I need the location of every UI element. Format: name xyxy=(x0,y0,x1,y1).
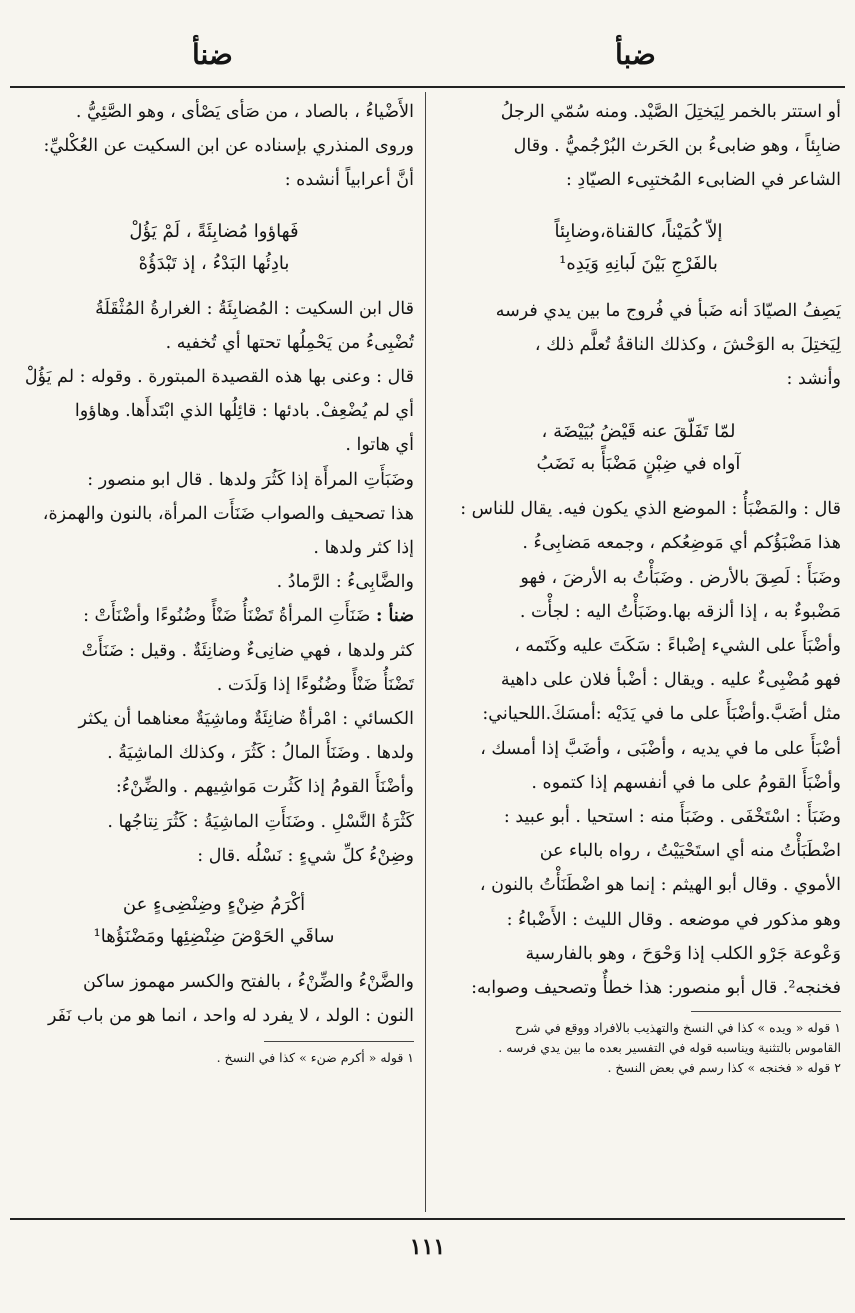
footnote: ١ قوله « أكرم ضنء » كذا في النسخ . xyxy=(216,1050,414,1066)
entry-paragraph: والضَّنْءُ والضِّنْءُ ، بالفتح والكسر مهموز ساكن النون : الولد ، لا يفرد له واحد ، انما هو من باب نَفَر xyxy=(47,972,414,1027)
entry-paragraph: الكسائي : امْرأةٌ ضانِئَةٌ وماشِيَةٌ معناهما أن يكثر ولدها . وضَنَأَ المالُ : كَثُرَ ، وكذلك الماشِيَةُ . وأضْنَأَ القومُ إذا كَثُرت مَواشِيهم . والضِّنْءُ: كَثْرَةُ النَّسْلِ . وضَنَأَتِ الماشِيَةُ : كَثُرَ نِتاجُها . وضِنْءُ كلِّ شيءٍ : نَسْلُه .قال : xyxy=(78,709,414,866)
header-rule xyxy=(10,86,845,88)
entry-paragraph: وأضْبَأَ على الشيء إضْباءً : سَكَتَ عليه وكَتَمه ، فهو مُضْبِىءٌ عليه . ويقال : أضْبأ فلان على داهية مثل أضَبَّ.وأضْبَأَ على ما في يَدَيْه :أمسَكَ.اللحياني: أضْبَأَ على ما في يديه ، وأضْبَى ، وأضَبَّ إذا أمسك ، وأضْبَأَ القومُ على ما في أنفسهم إذا كتموه . xyxy=(480,636,841,793)
footnote-rule xyxy=(691,1011,841,1012)
footer-rule xyxy=(10,1218,845,1220)
verse: فَهاؤوا مُضابِئَةً ، لَمْ يَؤُلْ بادِئُها البَدْءُ ، إذ تَبْدَؤُهْ xyxy=(129,220,299,274)
entry-paragraph: قال : والمَضْبَأُ : الموضع الذي يكون فيه. يقال للناس : هذا مَضْبَؤُكم أي مَوضِعُكم ، وجمعه مَضابِىءُ . xyxy=(460,499,841,554)
left-column xyxy=(14,95,414,1068)
verse: أكْرَمُ ضِنْءٍ وضِنْضِىءٍ عن ساقَي الحَوْضَ ضِنْضِئِها ومَضْنَؤُها¹ xyxy=(93,894,335,948)
entry-text: ضَنَأَتِ المرأةُ تَضْنَأُ ضَنْأً وضُنُوءًا وأضْنَأَتْ : كثر ولدها ، فهي ضانِىءٌ وضانِئَةٌ . وقيل : ضَنَأَتْ تَضْنَأُ ضَنْأً وضُنُوءًا إذا وَلَدَت . xyxy=(81,606,414,695)
entry-paragraph: الأَضْياءُ ، بالصاد ، من صَأى يَصْأى ، وهو الصَّئِيُّ . وروى المنذري بإسناده عن ابن السكيت عن العُكْليِّ: أنَّ أعرابياً أنشده : xyxy=(43,102,414,191)
entry-paragraph: والضَّابِىءُ : الرَّمادُ . xyxy=(276,572,414,593)
footnote: ٢ قوله « فخنجه » كذا رسم في بعض النسخ . xyxy=(607,1060,841,1076)
entry-paragraph: وضَبَأَ : لَصِقَ بالأرض . وضَبَأْتُ به الأرضَ ، فهو مَضْبوءٌ به ، إذا ألزقه بها.وضَبَأْتُ اليه : لجأْت . xyxy=(519,567,841,622)
footnote: ١ قوله « ويده » كذا في النسخ والتهذيب بالافراد ووقع في شرح القاموس بالتثنية ويناسبه قوله في التفسير بعده ما بين يدي فرسه . xyxy=(498,1020,841,1056)
column-divider xyxy=(425,92,426,1212)
entry-paragraph: وضَبَأَتِ المرأَة إذا كَثُرَ ولدها . قال ابو منصور : هذا تصحيف والصواب ضَنَأَت المرأة، بالنون والهمزة، إذا كثر ولدها . xyxy=(42,469,414,559)
left-headword: ضنأ xyxy=(192,38,233,71)
footnote-rule xyxy=(264,1041,414,1042)
page-number: ١١١ xyxy=(409,1234,446,1260)
right-column xyxy=(436,95,841,1078)
entry-paragraph: يَصِفُ الصيّادَ أنه ضَبأ في فُروج ما بين يدي فرسه لِيَختِلَ به الوَحْشَ ، وكذلك الناقةُ تُعلَّم ذلك ، وأنشد : xyxy=(495,300,841,390)
verse: لمّا تَفَلّقَ عنه قَيْضُ بُيَيْضَة ، آواه في ضِبْنٍ مَضْبَأً به نَضَبُ xyxy=(536,421,741,475)
entry-headword: ضنأ : xyxy=(375,606,414,627)
entry-paragraph: وضَبَأَ : اسْتَخْفَى . وضَبَأَ منه : استحيا . أبو عبيد : اضْطَبَأْتُ منه أي استَحْيَيْتُ ، رواه بالباء عن الأموي . وقال أبو الهيثم : إنما هو اضْطَنَأْتُ بالنون ، وهو مذكور في موضعه . وقال الليث : الأَضْباءُ : وَعْوعة جَرْو الكلب إذا وَحْوَحَ ، وهو بالفارسية فخنجه². قال أبو منصور: هذا خطأٌ وتصحيف وصوابه: xyxy=(471,807,841,999)
entry-paragraph: قال : وعنى بها هذه القصيدة المبتورة . وقوله : لم يَؤُلْ أي لم يُضْعِفْ. بادئها : قائِلُها الذي ابْتَدأَها. وهاؤوا أي هاتوا . xyxy=(24,367,414,456)
entry-paragraph: أو استتر بالخمر لِيَختِلَ الصَّيْد. ومنه سُمّي الرجلُ ضابِئاً ، وهو ضابىءُ بن الحَرث البُرْجُميُّ . وقال الشاعر في الضابىء المُختبِىء الصيّادِ : xyxy=(500,102,841,191)
right-headword: ضبأ xyxy=(615,38,656,71)
entry-paragraph xyxy=(14,599,414,702)
verse: إلاّ كُمَيْناً، كالقناة،وضابِئاً بالفَرْجِ بَيْنَ لَبانِهِ وَيَدِه¹ xyxy=(554,220,723,274)
entry-paragraph: قال ابن السكيت : المُضابِئَةُ : الغرارةُ المُثْقَلَةُ تُضْبِىءُ من يَحْمِلُها تحتها أي تُخفيه . xyxy=(95,298,414,353)
